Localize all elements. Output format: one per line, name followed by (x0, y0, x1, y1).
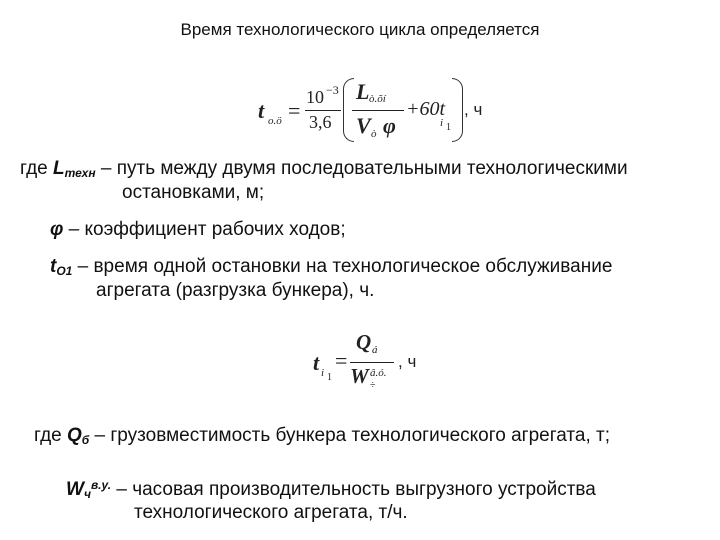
formula2-equals: = (335, 348, 348, 373)
def3-symbol-sub: О1 (56, 264, 73, 278)
formula2-num-var: Q (356, 330, 372, 354)
formula1-plus-sub2: 1 (446, 122, 451, 133)
definition-q-b (34, 425, 610, 447)
formula2-bar (350, 362, 394, 363)
def5-line1: – часовая производительность выгрузного устройства (111, 479, 596, 500)
def1-line2: остановками, м; (122, 182, 265, 203)
formula1-unit: , ч (464, 100, 483, 119)
definition-phi (50, 219, 346, 241)
def5-line2: технологического агрегата, т/ч. (134, 502, 408, 523)
formula1-right-paren (452, 78, 463, 142)
def1-prefix: где (20, 158, 54, 179)
formula2-den-sub: â.ó. (370, 367, 387, 379)
def3-symbol: t (50, 256, 57, 277)
formula2-num-sub: á (372, 344, 378, 356)
def3-line2: агрегата (разгрузка бункера), ч. (96, 280, 375, 301)
formula1-inner-den-var: V (356, 113, 371, 138)
def1-symbol: L (53, 158, 65, 179)
def2-text: – коэффициент рабочих ходов; (63, 219, 346, 240)
def4-symbol: Q (67, 425, 82, 446)
def4-prefix: где (34, 425, 68, 446)
def1-symbol-sub: техн (64, 166, 96, 180)
def4-text: – грузовместимость бункера технологического агрегата, т; (89, 425, 610, 446)
formula2-lhs-sub: i (321, 367, 325, 379)
formula1-plus-term: +60t (406, 98, 446, 120)
formula1-inner-den-sub: ò (371, 128, 377, 140)
formula1-inner-den-phi: φ (383, 113, 396, 138)
def3-line1: – время одной остановки на технологическое обслуживание (72, 256, 613, 277)
formula2-den-var: W (350, 364, 369, 388)
def4-symbol-sub: б (81, 433, 90, 447)
formula1-lhs-sub: о.ö (268, 115, 282, 127)
formula1-lhs-var: t (258, 98, 265, 123)
formula2-unit: , ч (398, 352, 417, 371)
formula1-coef-bar (305, 110, 341, 111)
def5-symbol-sub: ч (83, 487, 91, 501)
formula2-lhs-sub2: 1 (327, 372, 332, 383)
formula1-inner-bar (352, 110, 404, 111)
definition-l-tehn (20, 158, 628, 180)
definition-w-ch (66, 478, 596, 501)
formula2-den-sub2: ÷ (370, 380, 376, 391)
definition-t-o1 (50, 256, 612, 278)
formula1-inner-num-sub: ò.õí (369, 93, 386, 105)
formula1-inner-num-var: L (356, 79, 370, 104)
def5-symbol-sup: в.у. (90, 478, 112, 492)
def5-symbol: W (66, 479, 84, 500)
formula1-coef-den: 3,6 (309, 112, 332, 132)
formula1-equals: = (288, 98, 301, 123)
def1-line1: – путь между двумя последовательными технологическими (95, 158, 628, 179)
formula1-coef-exp: −3 (326, 83, 339, 97)
def2-symbol: φ (50, 219, 64, 240)
formula2-lhs-var: t (313, 350, 320, 375)
formula1-plus-sub: i (440, 117, 444, 129)
slide-title: Время технологического цикла определяется (180, 20, 540, 39)
formula1-coef-num: 10 (306, 87, 324, 107)
